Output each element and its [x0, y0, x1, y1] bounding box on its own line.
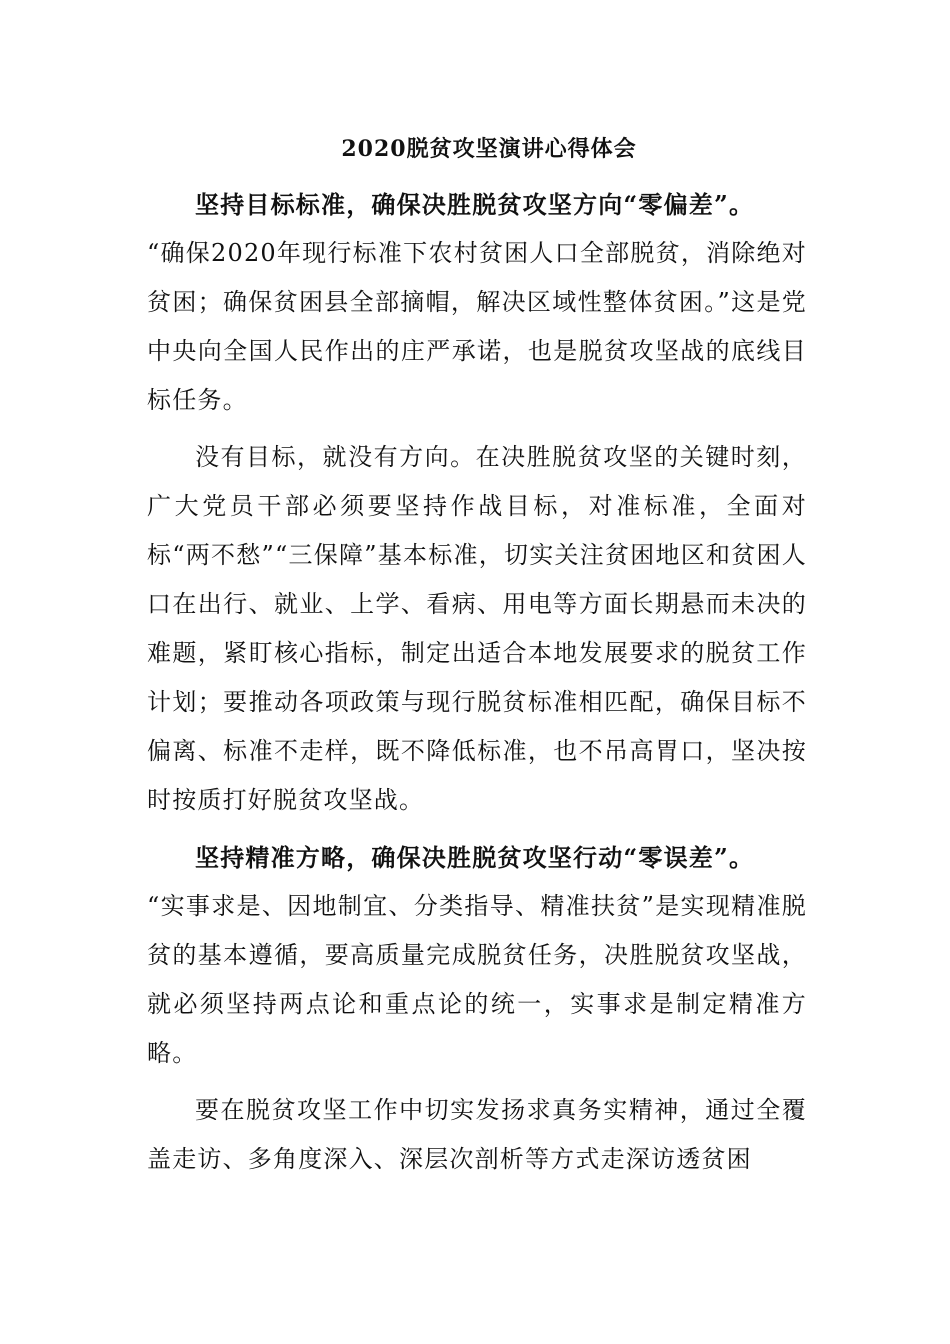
section-target-standard — [147, 180, 807, 825]
paragraph: 要在脱贫攻坚工作中切实发扬求真务实精神，通过全覆盖走访、多角度深入、深层次剖析等方式走深访透贫困 — [147, 1096, 807, 1173]
document-page — [147, 132, 807, 1184]
paragraph-gap — [147, 425, 807, 433]
paragraph: 没有目标，就没有方向。在决胜脱贫攻坚的关键时刻，广大党员干部必须要坚持作战目标，对准标准，全面对标“两不愁”“三保障”基本标准，切实关注贫困地区和贫困人口在出行、就业、上学、看病、用电等方面长期悬而未决的难题，紧盯核心指标，制定出适合本地发展要求的脱贫工作计划；要推动各项政策与现行脱贫标准相匹配，确保目标不偏离、标准不走样，既不降低标准，也不吊高胃口，坚决按时按质打好脱贫攻坚战。 — [147, 443, 807, 814]
section-heading: 坚持精准方略，确保决胜脱贫攻坚行动“零误差”。 — [195, 843, 755, 872]
section-heading: 坚持目标标准，确保决胜脱贫攻坚方向“零偏差”。 — [195, 190, 755, 219]
section-precise-strategy — [147, 833, 807, 1184]
paragraph: “确保2020年现行标准下农村贫困人口全部脱贫，消除绝对贫困；确保贫困县全部摘帽，解决区域性整体贫困。”这是党中央向全国人民作出的庄严承诺，也是脱贫攻坚战的底线目标任务。 — [147, 239, 807, 414]
section-gap — [147, 825, 807, 833]
paragraph: “实事求是、因地制宜、分类指导、精准扶贫”是实现精准脱贫的基本遵循，要高质量完成脱贫任务，决胜脱贫攻坚战，就必须坚持两点论和重点论的统一，实事求是制定精准方略。 — [147, 892, 807, 1067]
document-title: 2020脱贫攻坚演讲心得体会 — [341, 136, 637, 162]
paragraph-gap — [147, 1078, 807, 1086]
